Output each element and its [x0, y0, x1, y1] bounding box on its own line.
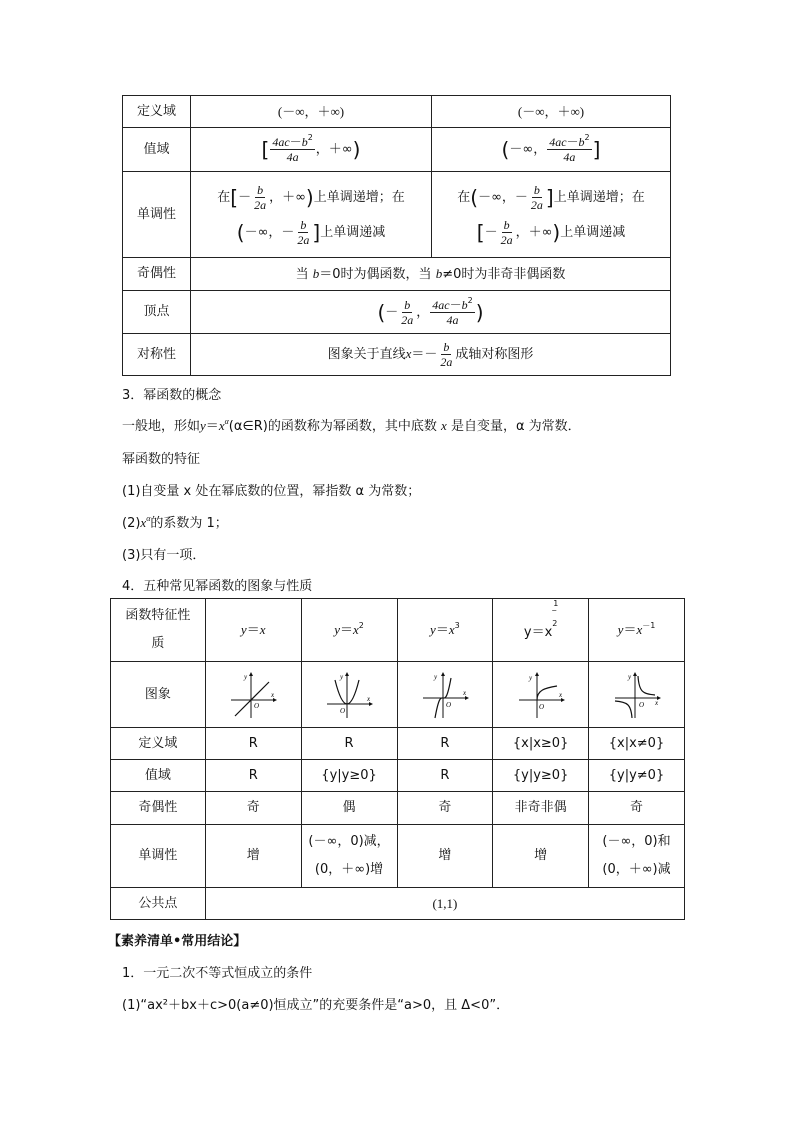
- parity-val: 奇: [397, 792, 493, 825]
- mono-a-mid1: 上单调递增；在: [313, 189, 405, 205]
- range-val: {y|y≥0}: [493, 760, 589, 792]
- common-val: (1,1): [205, 888, 684, 920]
- feature-2-post: 的系数为 1；: [150, 516, 228, 531]
- header-cell: [111, 599, 206, 662]
- graph-inverse: [589, 662, 685, 728]
- inverse-graph: [611, 670, 663, 720]
- parity-val: 非奇非偶: [493, 792, 589, 825]
- linear-graph: [227, 670, 279, 720]
- monotonic-a: 在[－ $\frac{b}{2a}$ ，＋∞)上单调递增；在 (－∞，－ $\frac{b}{2a}$ ]上单调递减: [191, 172, 432, 258]
- range-a-end: ＋∞: [328, 142, 353, 157]
- range-val: R: [397, 760, 493, 792]
- range-row-label: 值域: [111, 760, 206, 792]
- mono-b-mid1: 上单调递增；在: [553, 189, 645, 205]
- range-b: (－∞， $\frac{4ac-b^2}{4a}$ ]: [432, 128, 671, 172]
- power-functions-table: [110, 598, 685, 920]
- vertex-formula: (－ $\frac{b}{2a}$ ， $\frac{4ac-b^2}{4a}$ ): [191, 291, 671, 334]
- svg-text:y: y: [528, 673, 532, 682]
- def-part-1: 一般地，形如: [122, 419, 201, 434]
- range-label: 值域: [123, 128, 191, 172]
- range-val: R: [205, 760, 301, 792]
- section3-heading: 3．幂函数的概念: [122, 388, 222, 403]
- svg-text:y: y: [627, 672, 631, 681]
- monotonic-label: 单调性: [123, 172, 191, 258]
- feature-1: (1)自变量 x 处在幂底数的位置，幂指数 α 为常数；: [122, 484, 421, 499]
- svg-text:y: y: [340, 672, 344, 681]
- parity-row-label: 奇偶性: [111, 792, 206, 825]
- symmetry-text: 图象关于直线x＝－ $\frac{b}{2a}$ 成轴对称图形: [191, 334, 671, 376]
- domain-b: (－∞，＋∞): [432, 96, 671, 128]
- domain-row-label: 定义域: [111, 728, 206, 760]
- svg-text:y: y: [433, 672, 437, 681]
- mono-b-pre: 在: [457, 189, 471, 205]
- domain-label: 定义域: [123, 96, 191, 128]
- square-graph: [323, 670, 375, 720]
- monotonic-b: 在(－∞，－ $\frac{b}{2a}$ ]上单调递增；在 [－ $\frac{b}{2a}$ ，＋∞)上单调递减: [432, 172, 671, 258]
- svg-text:x: x: [654, 698, 658, 707]
- feature-3: (3)只有一项．: [122, 548, 206, 563]
- section3-definition: 一般地，形如$y=x^\alpha(\alpha\in R)$的函数称为幂函数，其中底数 x 是自变量，α 为常数．: [122, 417, 581, 434]
- func-inverse: $y=x^{-1}$: [589, 599, 685, 662]
- domain-val: R: [205, 728, 301, 760]
- range-a: [ $\frac{4ac-b^2}{4a}$ ，＋∞): [191, 128, 432, 172]
- graph-sqrt: [493, 662, 589, 728]
- parity-val: 偶: [301, 792, 397, 825]
- section4-heading: 4．五种常见幂函数的图象与性质: [122, 579, 313, 594]
- summary-item1-1: (1)“ax²＋bx＋c>0(a≠0)恒成立”的充要条件是“a>0，且 Δ<0”．: [122, 998, 510, 1013]
- svg-text:O: O: [445, 700, 451, 709]
- symmetry-pre: 图象关于直线: [327, 347, 406, 362]
- graph-linear: [205, 662, 301, 728]
- graph-label: 图象: [111, 662, 206, 728]
- svg-text:O: O: [638, 700, 644, 709]
- range-val: {y|y≠0}: [589, 760, 685, 792]
- domain-val: {x|x≠0}: [589, 728, 685, 760]
- func-sqrt: y＝x $^{1 ‾ 2}$: [493, 599, 589, 662]
- func-x2: $y=x^2$: [301, 599, 397, 662]
- cube-graph: [419, 670, 471, 720]
- mono-a-pre: 在: [217, 189, 231, 205]
- mono-val: [589, 825, 685, 888]
- svg-text:x: x: [462, 688, 466, 697]
- range-b-start: －∞: [509, 142, 534, 157]
- parity-val: 奇: [589, 792, 685, 825]
- domain-a: (－∞，＋∞): [191, 96, 432, 128]
- parity-label: 奇偶性: [123, 258, 191, 291]
- sqrt-graph: [515, 670, 567, 720]
- def-part-2: (α∈R)的函数称为幂函数，其中底数: [228, 419, 437, 434]
- summary-item1: 1．一元二次不等式恒成立的条件: [122, 966, 313, 981]
- svg-text:O: O: [340, 706, 346, 715]
- symmetry-label: 对称性: [123, 334, 191, 376]
- domain-val: R: [397, 728, 493, 760]
- mono-val: [301, 825, 397, 888]
- svg-text:x: x: [271, 690, 275, 699]
- mono-val-text: (－∞，0)和(0，＋∞)减: [602, 834, 671, 877]
- svg-text:x: x: [367, 694, 371, 703]
- header-text: 函数特征性质: [125, 608, 191, 651]
- def-part-3: 是自变量，α 为常数．: [450, 419, 581, 434]
- common-row-label: 公共点: [111, 888, 206, 920]
- feature-2: $(2)x^\alpha$的系数为 1；: [122, 514, 228, 531]
- svg-text:y: y: [244, 672, 248, 681]
- mono-row-label: 单调性: [111, 825, 206, 888]
- graph-cube: [397, 662, 493, 728]
- symmetry-post: 成轴对称图形: [455, 347, 534, 362]
- parity-text-3: ≠0时为非奇非偶函数: [442, 266, 566, 282]
- vertex-label: 顶点: [123, 291, 191, 334]
- domain-val: {x|x≥0}: [493, 728, 589, 760]
- domain-val: R: [301, 728, 397, 760]
- graph-square: [301, 662, 397, 728]
- mono-val: 增: [397, 825, 493, 888]
- feature-2-pre: (2): [122, 516, 141, 531]
- svg-text:x: x: [558, 690, 562, 699]
- parity-text-2: ＝0时为偶函数，当: [319, 266, 432, 282]
- mono-b-mid2: 上单调递减: [560, 224, 626, 240]
- func-x: y＝x: [205, 599, 301, 662]
- parity-val: 奇: [205, 792, 301, 825]
- mono-val-text: (－∞，0)减，(0，＋∞)增: [308, 834, 390, 877]
- svg-text:O: O: [254, 701, 260, 710]
- quadratic-properties-table: [122, 95, 671, 376]
- mono-a-mid2: 上单调递减: [320, 224, 386, 240]
- mono-val: 增: [493, 825, 589, 888]
- summary-tag: 【素养清单•常用结论】: [108, 934, 247, 949]
- mono-val: 增: [205, 825, 301, 888]
- func-x3: $y=x^3$: [397, 599, 493, 662]
- parity-text: 当 b＝0时为偶函数，当 b≠0时为非奇非偶函数: [191, 258, 671, 291]
- svg-text:O: O: [538, 702, 544, 711]
- parity-text-1: 当: [295, 266, 309, 282]
- features-heading: 幂函数的特征: [122, 452, 201, 467]
- range-val: {y|y≥0}: [301, 760, 397, 792]
